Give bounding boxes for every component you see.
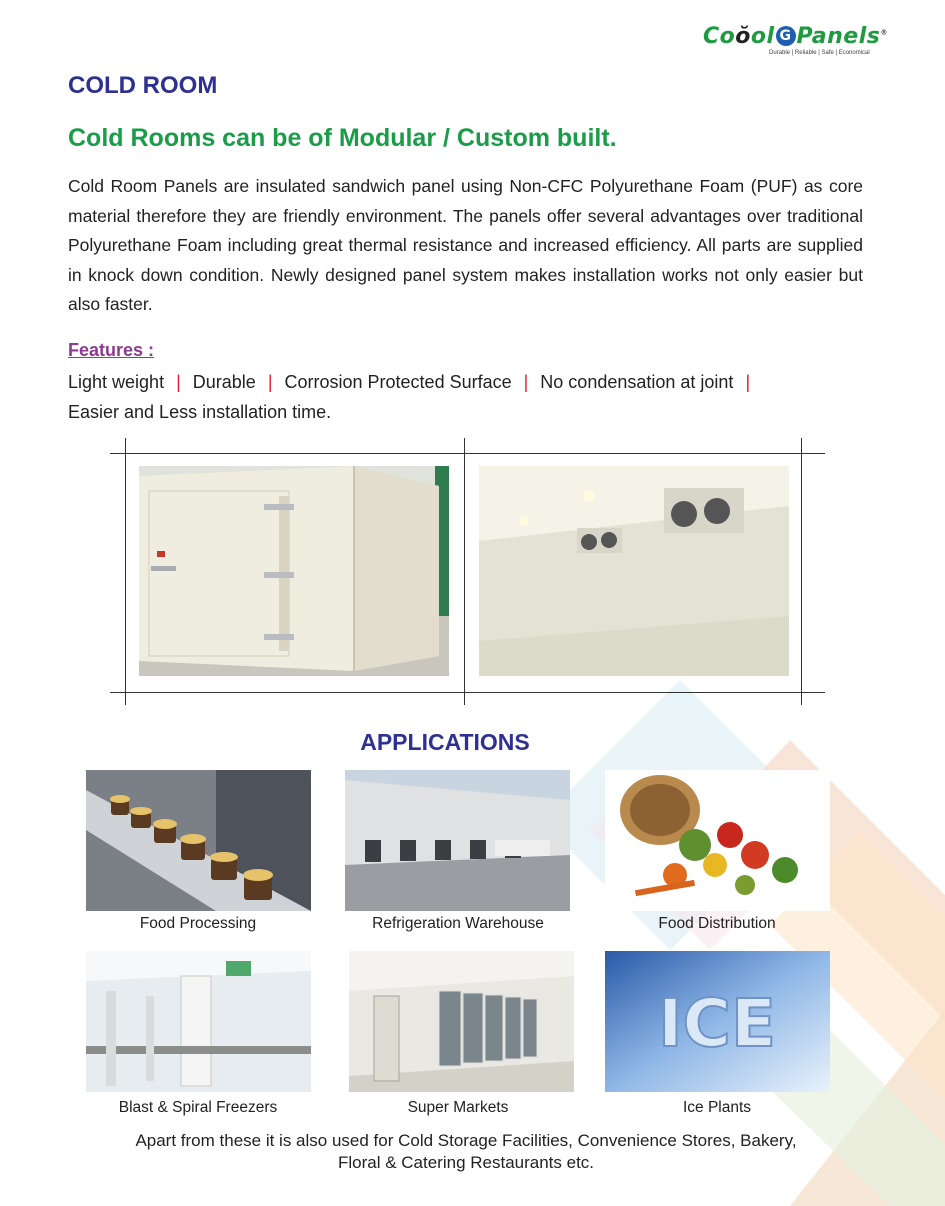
crop-mark xyxy=(110,453,825,454)
cold-room-interior-photo xyxy=(479,466,789,676)
features-list xyxy=(68,367,858,427)
super-markets-image xyxy=(349,951,574,1092)
feature-item: No condensation at joint xyxy=(540,372,734,392)
caption-ice-plants: Ice Plants xyxy=(682,1099,752,1116)
intro-paragraph: Cold Room Panels are insulated sandwich panel using Non-CFC Polyurethane Foam (PUF) as core material therefore they are friendly environment. The panels offer several advantages over traditional Polyurethane Foam including great thermal resistance and increased efficiency. All parts are supplied in knock down condition. Newly designed panel system makes installation works not only easier but also faster. xyxy=(68,176,863,314)
logo-wordmark: Coŏol G Panels® xyxy=(703,24,888,49)
feature-separator: | xyxy=(267,372,273,392)
feature-separator: | xyxy=(523,372,529,392)
crop-mark xyxy=(125,438,126,705)
feature-item: Corrosion Protected Surface xyxy=(284,372,512,392)
caption-refrigeration-warehouse: Refrigeration Warehouse xyxy=(372,915,544,932)
feature-item: Easier and Less installation time. xyxy=(68,402,332,422)
feature-item: Durable xyxy=(192,372,256,392)
logo-tagline: Durable | Reliable | Safe | Economical xyxy=(769,50,870,56)
ice-word: ICE xyxy=(657,985,777,1062)
footer-note xyxy=(80,1130,852,1174)
feature-separator: | xyxy=(176,372,181,392)
feature-item: Light weight xyxy=(68,372,165,392)
footer-line-1: Apart from these it is also used for Cold Storage Facilities, Convenience Stores, Bakery, xyxy=(135,1131,797,1150)
caption-blast-spiral-freezers: Blast & Spiral Freezers xyxy=(118,1099,278,1116)
page-subtitle: Cold Rooms can be of Modular / Custom built. xyxy=(68,124,617,152)
caption-food-processing: Food Processing xyxy=(139,915,257,932)
caption-food-distribution: Food Distribution xyxy=(658,915,776,932)
crop-mark xyxy=(464,438,465,705)
page-title: COLD ROOM xyxy=(68,72,218,99)
ice-plants-image xyxy=(605,951,830,1092)
caption-super-markets: Super Markets xyxy=(407,1099,509,1116)
feature-separator: | xyxy=(745,372,751,392)
brand-logo xyxy=(703,24,893,64)
refrigeration-warehouse-image xyxy=(345,770,570,911)
crop-mark xyxy=(801,438,802,705)
features-heading: Features : xyxy=(68,340,155,360)
decorative-background xyxy=(560,680,945,1206)
blast-spiral-freezers-image xyxy=(86,951,311,1092)
applications-heading: APPLICATIONS xyxy=(360,729,530,755)
footer-line-2: Floral & Catering Restaurants etc. xyxy=(337,1153,595,1172)
cold-room-exterior-photo xyxy=(139,466,449,676)
crop-mark xyxy=(110,692,825,693)
food-distribution-image xyxy=(605,770,830,911)
food-processing-image xyxy=(86,770,311,911)
